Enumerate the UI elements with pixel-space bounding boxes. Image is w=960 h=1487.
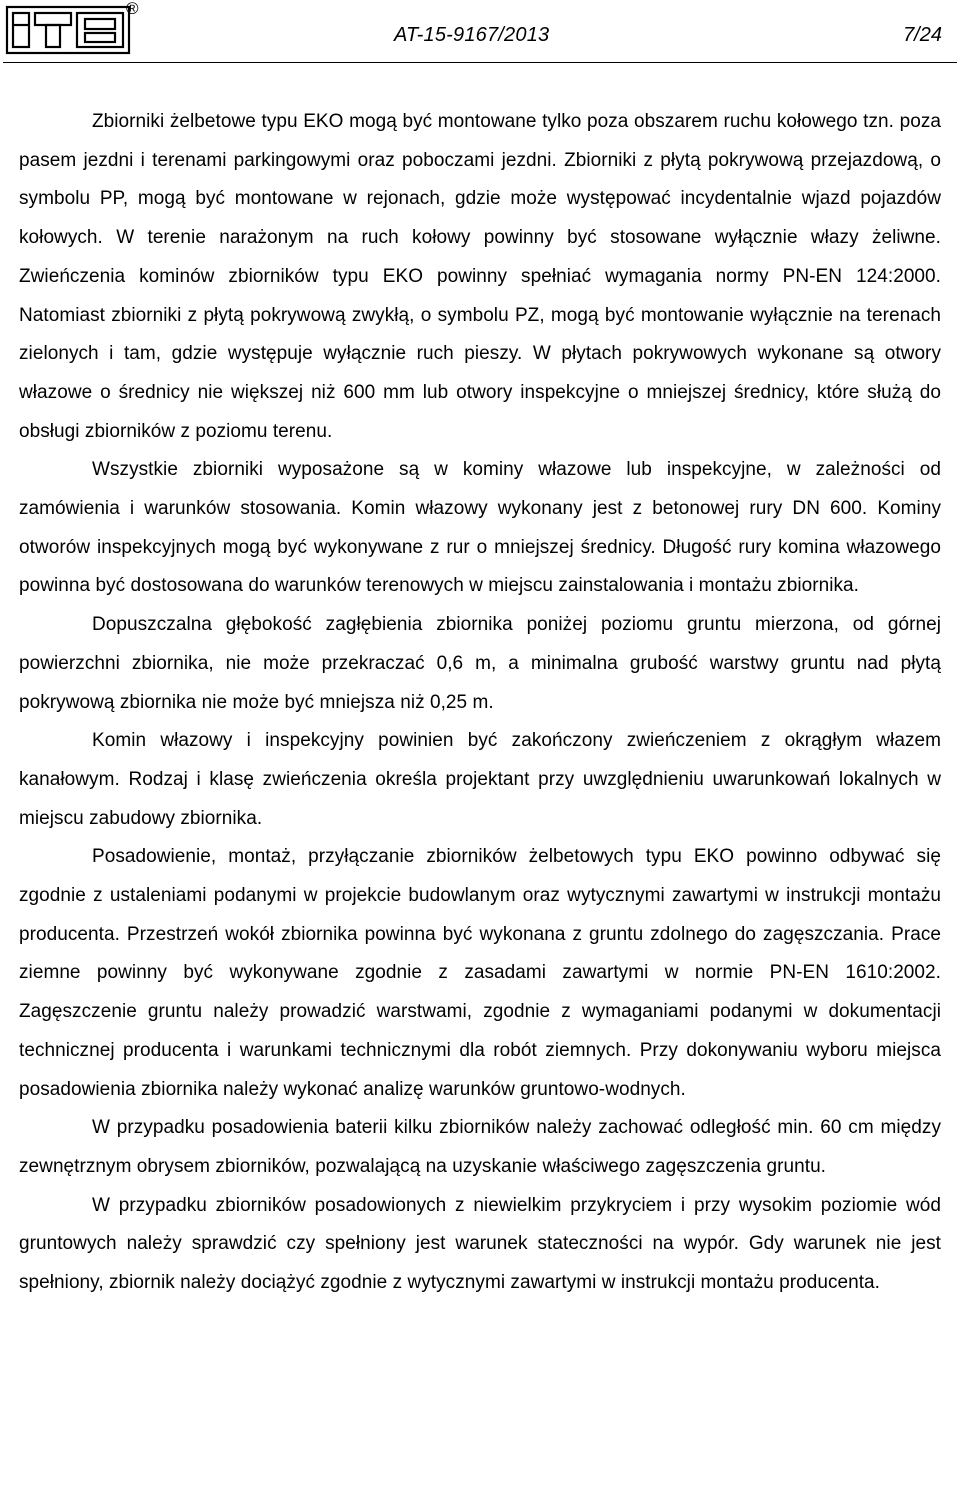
itb-logo-icon bbox=[5, 5, 135, 55]
paragraph: Komin włazowy i inspekcyjny powinien być zakończony zwieńczeniem z okrągłym włazem kanałowym. Rodzaj i klasę zwieńczenia określa projektant przy uwzględnieniu uwarunkowań lokalnych w miejscu zabudowy zbiornika. bbox=[19, 730, 941, 829]
paragraph: Zbiorniki żelbetowe typu EKO mogą być montowane tylko poza obszarem ruchu kołowego tzn. poza pasem jezdni i terenami parkingowymi oraz poboczami jezdni. Zbiorniki z płytą pokrywową przejazdową, o symbolu PP, mogą być montowane w rejonach, gdzie może występować incydentalnie wjazd pojazdów kołowych. W terenie narażonym na ruch kołowy powinny być stosowane wyłącznie włazy żeliwne. Zwieńczenia kominów zbiorników typu EKO powinny spełniać wymagania normy PN-EN 124:2000. Natomiast zbiorniki z płytą pokrywową zwykłą, o symbolu PZ, mogą być montowanie wyłącznie na terenach zielonych i tam, gdzie występuje wyłącznie ruch pieszy. W płytach pokrywowych wykonane są otwory włazowe o średnicy nie większej niż 600 mm lub otwory inspekcyjne o mniejszej średnicy, które służą do obsługi zbiorników z poziomu terenu. bbox=[19, 111, 941, 442]
paragraph: W przypadku posadowienia baterii kilku zbiorników należy zachować odległość min. 60 cm między zewnętrznym obrysem zbiorników, pozwalającą na uzyskanie właściwego zagęszczenia gruntu. bbox=[19, 1117, 941, 1177]
page-header bbox=[0, 0, 960, 64]
header-divider bbox=[3, 62, 957, 63]
paragraph: W przypadku zbiorników posadowionych z niewielkim przykryciem i przy wysokim poziomie wód gruntowych należy sprawdzić czy spełniony jest warunek stateczności na wypór. Gdy warunek nie jest spełniony, zbiornik należy dociążyć zgodnie z wytycznymi zawartymi w instrukcji montażu producenta. bbox=[19, 1194, 941, 1294]
document-body bbox=[19, 103, 941, 1303]
paragraph: Dopuszczalna głębokość zagłębienia zbiornika poniżej poziomu gruntu mierzona, od górnej powierzchni zbiornika, nie może przekraczać 0,6 m, a minimalna grubość warstwy gruntu nad płytą pokrywową zbiornika nie może być mniejsza niż 0,25 m. bbox=[19, 614, 941, 713]
paragraph: Wszystkie zbiorniki wyposażone są w kominy włazowe lub inspekcyjne, w zależności od zamówienia i warunków stosowania. Komin włazowy wykonany jest z betonowej rury DN 600. Kominy otworów inspekcyjnych mogą być wykonywane z rur o mniejszej średnicy. Długość rury komina włazowego powinna być dostosowana do warunków terenowych w miejscu zainstalowania i montażu zbiornika. bbox=[19, 459, 941, 597]
page-number: 7/24 bbox=[903, 24, 942, 46]
registered-mark: ® bbox=[126, 0, 139, 18]
paragraph: Posadowienie, montaż, przyłączanie zbiorników żelbetowych typu EKO powinno odbywać się zgodnie z ustaleniami podanymi w projekcie budowlanym oraz wytycznymi zawartymi w instrukcji montażu producenta. Przestrzeń wokół zbiornika powinna być wykonana z gruntu zdolnego do zagęszczania. Prace ziemne powinny być wykonywane zgodnie z zasadami zawartymi w normie PN-EN 1610:2002. Zagęszczenie gruntu należy prowadzić warstwami, zgodnie z wymaganiami podanymi w dokumentacji technicznej producenta i warunkami technicznymi dla robót ziemnych. Przy dokonywaniu wyboru miejsca posadowienia zbiornika należy wykonać analizę warunków gruntowo-wodnych. bbox=[19, 846, 941, 1100]
document-id: AT-15-9167/2013 bbox=[394, 24, 550, 46]
